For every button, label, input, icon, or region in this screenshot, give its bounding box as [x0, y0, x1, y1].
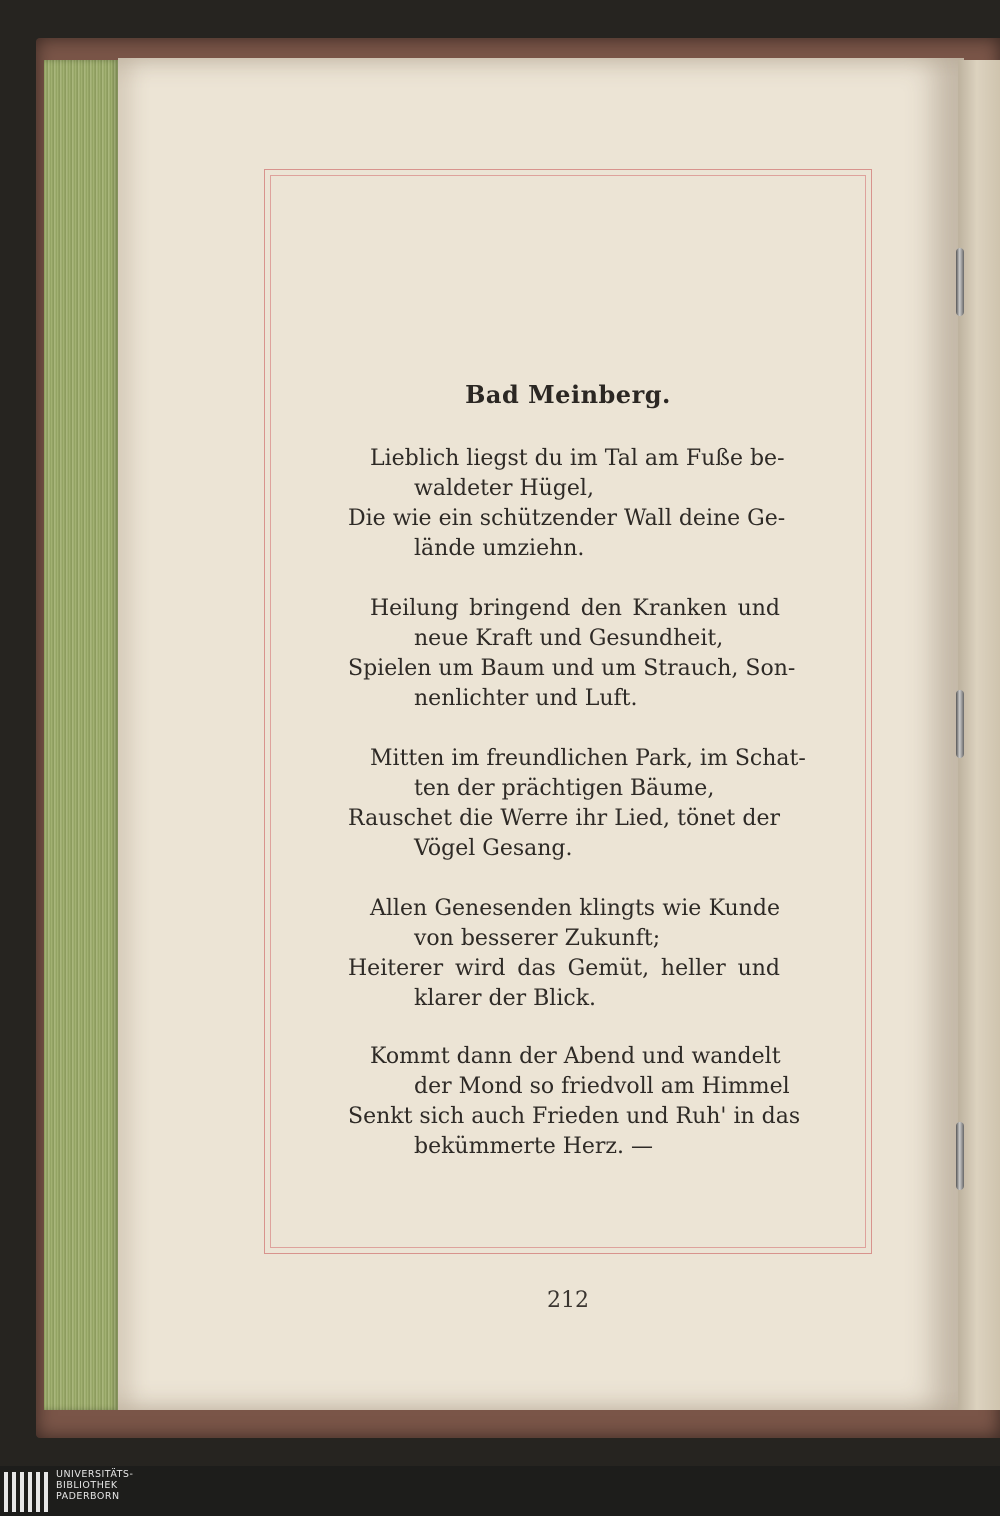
poem-line: Allen Genesenden klingts wie Kunde: [370, 896, 780, 921]
staple: [956, 1122, 964, 1190]
poem-line: Heilung bringend den Kranken und: [370, 596, 780, 621]
stanza-5: [348, 1042, 801, 1162]
next-page-edge: [958, 60, 1000, 1410]
stanza-3: [348, 744, 806, 864]
poem-line: Lieblich liegst du im Tal am Fuße be-: [370, 446, 785, 471]
poem-line: Senkt sich auch Frieden und Ruh' in das: [348, 1104, 801, 1129]
footer-bar: [0, 1466, 1000, 1516]
poem-line: Die wie ein schützender Wall deine Ge-: [348, 506, 786, 531]
logo-line: BIBLIOTHEK: [56, 1480, 118, 1491]
logo-line: PADERBORN: [56, 1491, 120, 1502]
poem-line: waldeter Hügel,: [414, 476, 594, 501]
poem-line: ten der prächtigen Bäume,: [414, 776, 715, 801]
library-logo-text: [56, 1469, 133, 1502]
poem-line: Heiterer wird das Gemüt, heller und: [348, 956, 780, 981]
stanza-2: [348, 594, 796, 714]
poem-line: Vögel Gesang.: [414, 836, 573, 861]
poem-line: bekümmerte Herz. —: [414, 1134, 654, 1159]
logo-line: UNIVERSITÄTS-: [56, 1469, 134, 1480]
poem-line: von besserer Zukunft;: [414, 926, 661, 951]
poem-line: der Mond so friedvoll am Himmel: [414, 1074, 790, 1099]
poem-line: Kommt dann der Abend und wandelt: [370, 1044, 781, 1069]
stanza-4: [348, 894, 780, 1014]
library-logo-icon: [4, 1472, 48, 1512]
poem-line: lände umziehn.: [414, 536, 585, 561]
staple: [956, 248, 964, 316]
poem-line: Mitten im freundlichen Park, im Schat-: [370, 746, 806, 771]
stanza-1: [348, 444, 786, 564]
poem-line: Rauschet die Werre ihr Lied, tönet der: [348, 806, 780, 831]
poem-line: neue Kraft und Gesundheit,: [414, 626, 724, 651]
poem-line: nenlichter und Luft.: [414, 686, 638, 711]
staple: [956, 690, 964, 758]
page-number: 212: [547, 1288, 589, 1313]
page-edges: [44, 60, 120, 1410]
poem-line: Spielen um Baum und um Strauch, Son-: [348, 656, 796, 681]
poem-line: klarer der Blick.: [414, 986, 597, 1011]
poem-title: Bad Meinberg.: [465, 380, 671, 409]
